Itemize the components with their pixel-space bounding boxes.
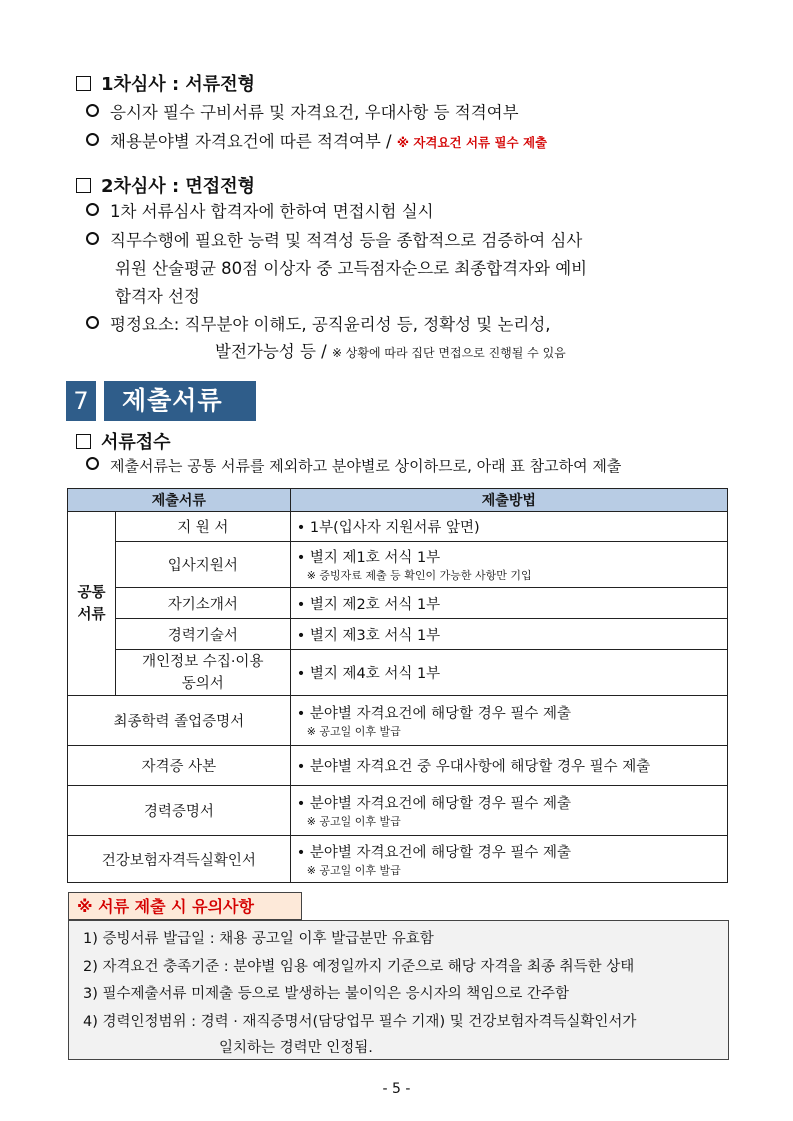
section2-bullet-2-line2: 위원 산술평균 80점 이상자 중 고득점자순으로 최종합격자와 예비 [115, 259, 588, 278]
doc-method-cell [290, 786, 727, 836]
checkbox-square-icon [76, 76, 91, 91]
interview-note: ※ 상황에 따라 집단 면접으로 진행될 수 있음 [331, 346, 566, 360]
doc-note: ※ 공고일 이후 발급 [306, 863, 401, 877]
required-docs-note: ※ 자격요건 서류 필수 제출 [396, 135, 548, 150]
section2-bullet-3: 평정요소: 직무분야 이해도, 공직윤리성 등, 정확성 및 논리성, [86, 312, 551, 338]
table-row [68, 512, 728, 542]
table-row [68, 619, 728, 650]
notice-item-4-line2: 일치하는 경력만 인정됨. [219, 1040, 373, 1056]
doc-name: 자기소개서 [115, 588, 290, 619]
doc-name: 건강보험자격득실확인서 [68, 836, 291, 883]
table-row [68, 650, 728, 696]
notice-item-3: 3) 필수제출서류 미제출 등으로 발생하는 불이익은 응시자의 책임으로 간주함 [83, 986, 569, 1002]
page-number: - 5 - [382, 1081, 411, 1097]
section2-heading: 2차심사 : 면접전형 [76, 172, 255, 198]
doc-note: ※ 증빙자료 제출 등 확인이 가능한 사항만 기입 [306, 569, 532, 582]
doc-name: 개인정보 수집·이용 동의서 [115, 650, 290, 696]
doc-method-cell [290, 836, 727, 883]
table-row [68, 542, 728, 588]
doc-method: • 별지 제3호 서식 1부 [290, 619, 727, 650]
checkbox-square-icon [76, 434, 91, 449]
section2-bullet-2-line3: 합격자 선정 [115, 287, 200, 306]
doc-method: • 분야별 자격요건에 해당할 경우 필수 제출 [296, 796, 572, 812]
section3-heading: 서류접수 [76, 428, 171, 454]
section1-bullet-1: 응시자 필수 구비서류 및 자격요건, 우대사항 등 적격여부 [86, 100, 519, 126]
circle-bullet-icon [86, 104, 99, 117]
common-docs-label: 공통 서류 [68, 512, 116, 696]
doc-method: • 분야별 자격요건 중 우대사항에 해당할 경우 필수 제출 [290, 746, 727, 786]
doc-method: • 별지 제4호 서식 1부 [290, 650, 727, 696]
table-row [68, 786, 728, 836]
notice-item-4: 4) 경력인정범위 : 경력 · 재직증명서(담당업무 필수 기재) 및 건강보험자격득실확인서가 [83, 1014, 637, 1030]
doc-method: • 분야별 자격요건에 해당할 경우 필수 제출 [296, 844, 572, 861]
doc-name: 경력기술서 [115, 619, 290, 650]
notice-item-1: 1) 증빙서류 발급일 : 채용 공고일 이후 발급분만 유효함 [83, 931, 434, 947]
section2-bullet-1: 1차 서류심사 합격자에 한하여 면접시험 실시 [86, 199, 434, 225]
doc-name: 지 원 서 [115, 512, 290, 542]
doc-method: • 1부(입사자 지원서류 앞면) [290, 512, 727, 542]
table-row [68, 696, 728, 746]
section2-bullet-2: 직무수행에 필요한 능력 및 적격성 등을 종합적으로 검증하여 심사 [86, 228, 582, 254]
doc-name: 경력증명서 [68, 786, 291, 836]
circle-bullet-icon [86, 203, 99, 216]
doc-method-cell [290, 696, 727, 746]
header-method: 제출방법 [290, 489, 727, 512]
section1-heading: 1차심사 : 서류전형 [76, 70, 255, 96]
table-row [68, 836, 728, 883]
doc-method: • 분야별 자격요건에 해당할 경우 필수 제출 [296, 706, 572, 722]
notice-item-2: 2) 자격요건 충족기준 : 분야별 임용 예정일까지 기준으로 해당 자격을 최종 취득한 상태 [83, 959, 635, 975]
doc-name: 입사지원서 [115, 542, 290, 588]
table-row [68, 588, 728, 619]
chapter-number: 7 [66, 381, 96, 421]
header-doc: 제출서류 [68, 489, 291, 512]
circle-bullet-icon [86, 457, 99, 470]
doc-method: • 별지 제1호 서식 1부 [296, 550, 441, 566]
circle-bullet-icon [86, 232, 99, 245]
section2-bullet-3-line2: 발전가능성 등 / ※ 상황에 따라 집단 면접으로 진행될 수 있음 [215, 342, 566, 361]
circle-bullet-icon [86, 133, 99, 146]
circle-bullet-icon [86, 316, 99, 329]
doc-method-cell [290, 542, 727, 588]
chapter-title: 제출서류 [104, 381, 256, 421]
table-row [68, 746, 728, 786]
submission-docs-table [67, 488, 728, 883]
doc-method: • 별지 제2호 서식 1부 [290, 588, 727, 619]
section3-bullet: 제출서류는 공통 서류를 제외하고 분야별로 상이하므로, 아래 표 참고하여 제출 [86, 453, 621, 479]
notice-box [68, 920, 729, 1060]
checkbox-square-icon [76, 178, 91, 193]
doc-note: ※ 공고일 이후 발급 [306, 725, 401, 738]
notice-title: ※ 서류 제출 시 유의사항 [68, 892, 302, 920]
table-header-row [68, 489, 728, 512]
section1-bullet-2: 채용분야별 자격요건에 따른 적격여부 / ※ 자격요건 서류 필수 제출 [86, 129, 547, 156]
doc-name: 자격증 사본 [68, 746, 291, 786]
doc-note: ※ 공고일 이후 발급 [306, 815, 401, 828]
doc-name: 최종학력 졸업증명서 [68, 696, 291, 746]
